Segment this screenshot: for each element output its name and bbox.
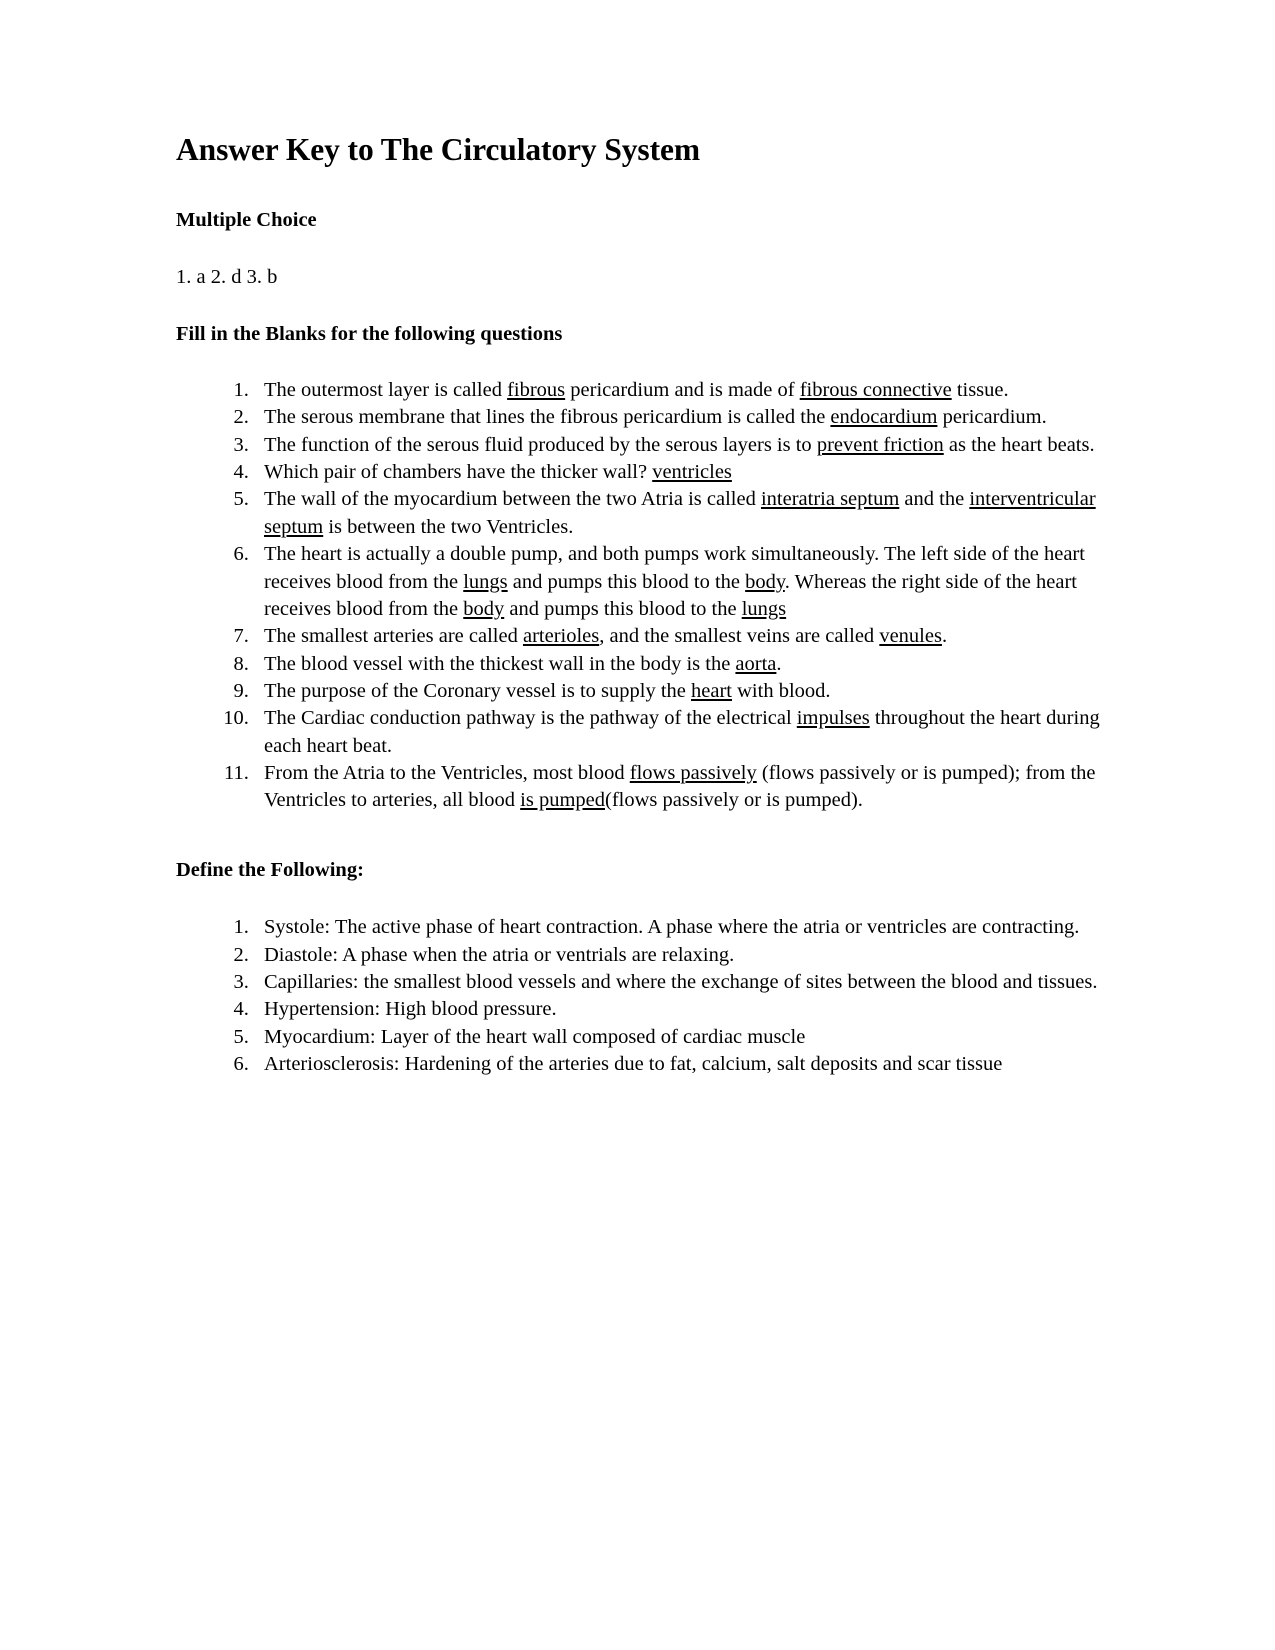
definitions-list [176, 914, 1105, 1078]
answer-text: prevent friction [816, 433, 944, 456]
question-text: The outermost layer is called [264, 378, 508, 401]
list-item [254, 432, 1105, 459]
answer-text: fibrous connective [799, 378, 952, 401]
question-text: Diastole: A phase when the atria or ventrials are relaxing. [264, 943, 735, 966]
multiple-choice-answers: 1. a 2. d 3. b [176, 265, 278, 288]
list-item [254, 404, 1105, 431]
question-text: The purpose of the Coronary vessel is to supply the [264, 679, 692, 702]
question-text: The heart is actually a double pump, and both pumps work simultaneously. The left side of the heart receives blood from the [264, 543, 1085, 593]
answer-text: body [463, 597, 505, 620]
list-item [254, 1051, 1105, 1078]
answer-text: arterioles [522, 625, 600, 648]
list-item [254, 969, 1105, 996]
question-text: as the heart beats. [943, 433, 1095, 456]
question-text: pericardium. [937, 406, 1047, 429]
question-text: Systole: The active phase of heart contraction. A phase where the atria or ventricles are contracting. [264, 916, 1080, 939]
answer-text: lungs [463, 570, 508, 593]
question-text: . Whereas the right side of the heart receives blood from the [264, 570, 1078, 620]
list-item [254, 996, 1105, 1023]
spacer [176, 347, 1105, 377]
answer-text: aorta [735, 652, 777, 675]
answer-text: ventricles [652, 461, 732, 484]
answer-text: heart [691, 679, 732, 702]
question-text: (flows passively or is pumped). [605, 789, 863, 812]
spacer [176, 233, 1105, 265]
question-text: is between the two Ventricles. [323, 515, 574, 538]
question-text: throughout the heart during each heart beat. [264, 707, 1100, 757]
question-text: The smallest arteries are called [264, 625, 523, 648]
list-item [254, 760, 1105, 815]
answer-text: endocardium [830, 406, 938, 429]
list-item [254, 377, 1105, 404]
question-text: The Cardiac conduction pathway is the pathway of the electrical [264, 707, 797, 730]
question-text: Myocardium: Layer of the heart wall composed of cardiac muscle [264, 1025, 806, 1048]
list-item [254, 459, 1105, 486]
answer-text: venules [879, 625, 942, 648]
list-item [254, 914, 1105, 941]
question-text: The blood vessel with the thickest wall in the body is the [264, 652, 736, 675]
list-item [254, 541, 1105, 623]
question-text: tissue. [951, 378, 1009, 401]
spacer [176, 815, 1105, 859]
question-text: The wall of the myocardium between the two Atria is called [264, 488, 761, 511]
question-text: Arteriosclerosis: Hardening of the arteries due to fat, calcium, salt deposits and scar tissue [264, 1053, 1003, 1076]
list-item [254, 623, 1105, 650]
answer-text: is pumped [520, 789, 606, 812]
spacer [176, 289, 1105, 323]
list-item [254, 705, 1105, 760]
list-item [254, 678, 1105, 705]
answer-text: fibrous [507, 378, 566, 401]
question-text: (flows passively or is pumped); from the Ventricles to arteries, all blood [264, 762, 1096, 812]
question-text: pericardium and is made of [565, 378, 800, 401]
answer-text: interatria septum [760, 488, 900, 511]
question-text: and the [899, 488, 970, 511]
question-text: and pumps this blood to the [507, 570, 746, 593]
page-title: Answer Key to The Circulatory System [176, 132, 700, 167]
define-the-following-heading: Define the Following: [176, 858, 364, 881]
question-text: Hypertension: High blood pressure. [264, 998, 557, 1021]
answer-text: interventricular septum [264, 488, 1096, 538]
fill-in-the-blanks-list [176, 377, 1105, 815]
fill-in-the-blanks-heading: Fill in the Blanks for the following questions [176, 323, 563, 346]
question-text: , and the smallest veins are called [599, 625, 880, 648]
list-item [254, 486, 1105, 541]
answer-text: lungs [741, 597, 787, 620]
question-text: . [941, 625, 948, 648]
question-text: Which pair of chambers have the thicker wall? [264, 461, 653, 484]
question-text: Capillaries: the smallest blood vessels and where the exchange of sites between the blood and tissues. [264, 971, 1098, 994]
answer-text: flows passively [629, 762, 757, 785]
question-text: with blood. [732, 679, 831, 702]
answer-text: impulses [796, 707, 870, 730]
list-item [254, 1024, 1105, 1051]
answer-text: body [745, 570, 785, 593]
question-text: and pumps this blood to the [504, 597, 742, 620]
question-text: . [776, 652, 782, 675]
question-text: The serous membrane that lines the fibrous pericardium is called the [264, 406, 831, 429]
question-text: The function of the serous fluid produced by the serous layers is to [264, 433, 817, 456]
multiple-choice-heading: Multiple Choice [176, 209, 317, 232]
spacer [176, 882, 1105, 914]
list-item [254, 942, 1105, 969]
list-item [254, 651, 1105, 678]
question-text: From the Atria to the Ventricles, most blood [264, 762, 630, 785]
